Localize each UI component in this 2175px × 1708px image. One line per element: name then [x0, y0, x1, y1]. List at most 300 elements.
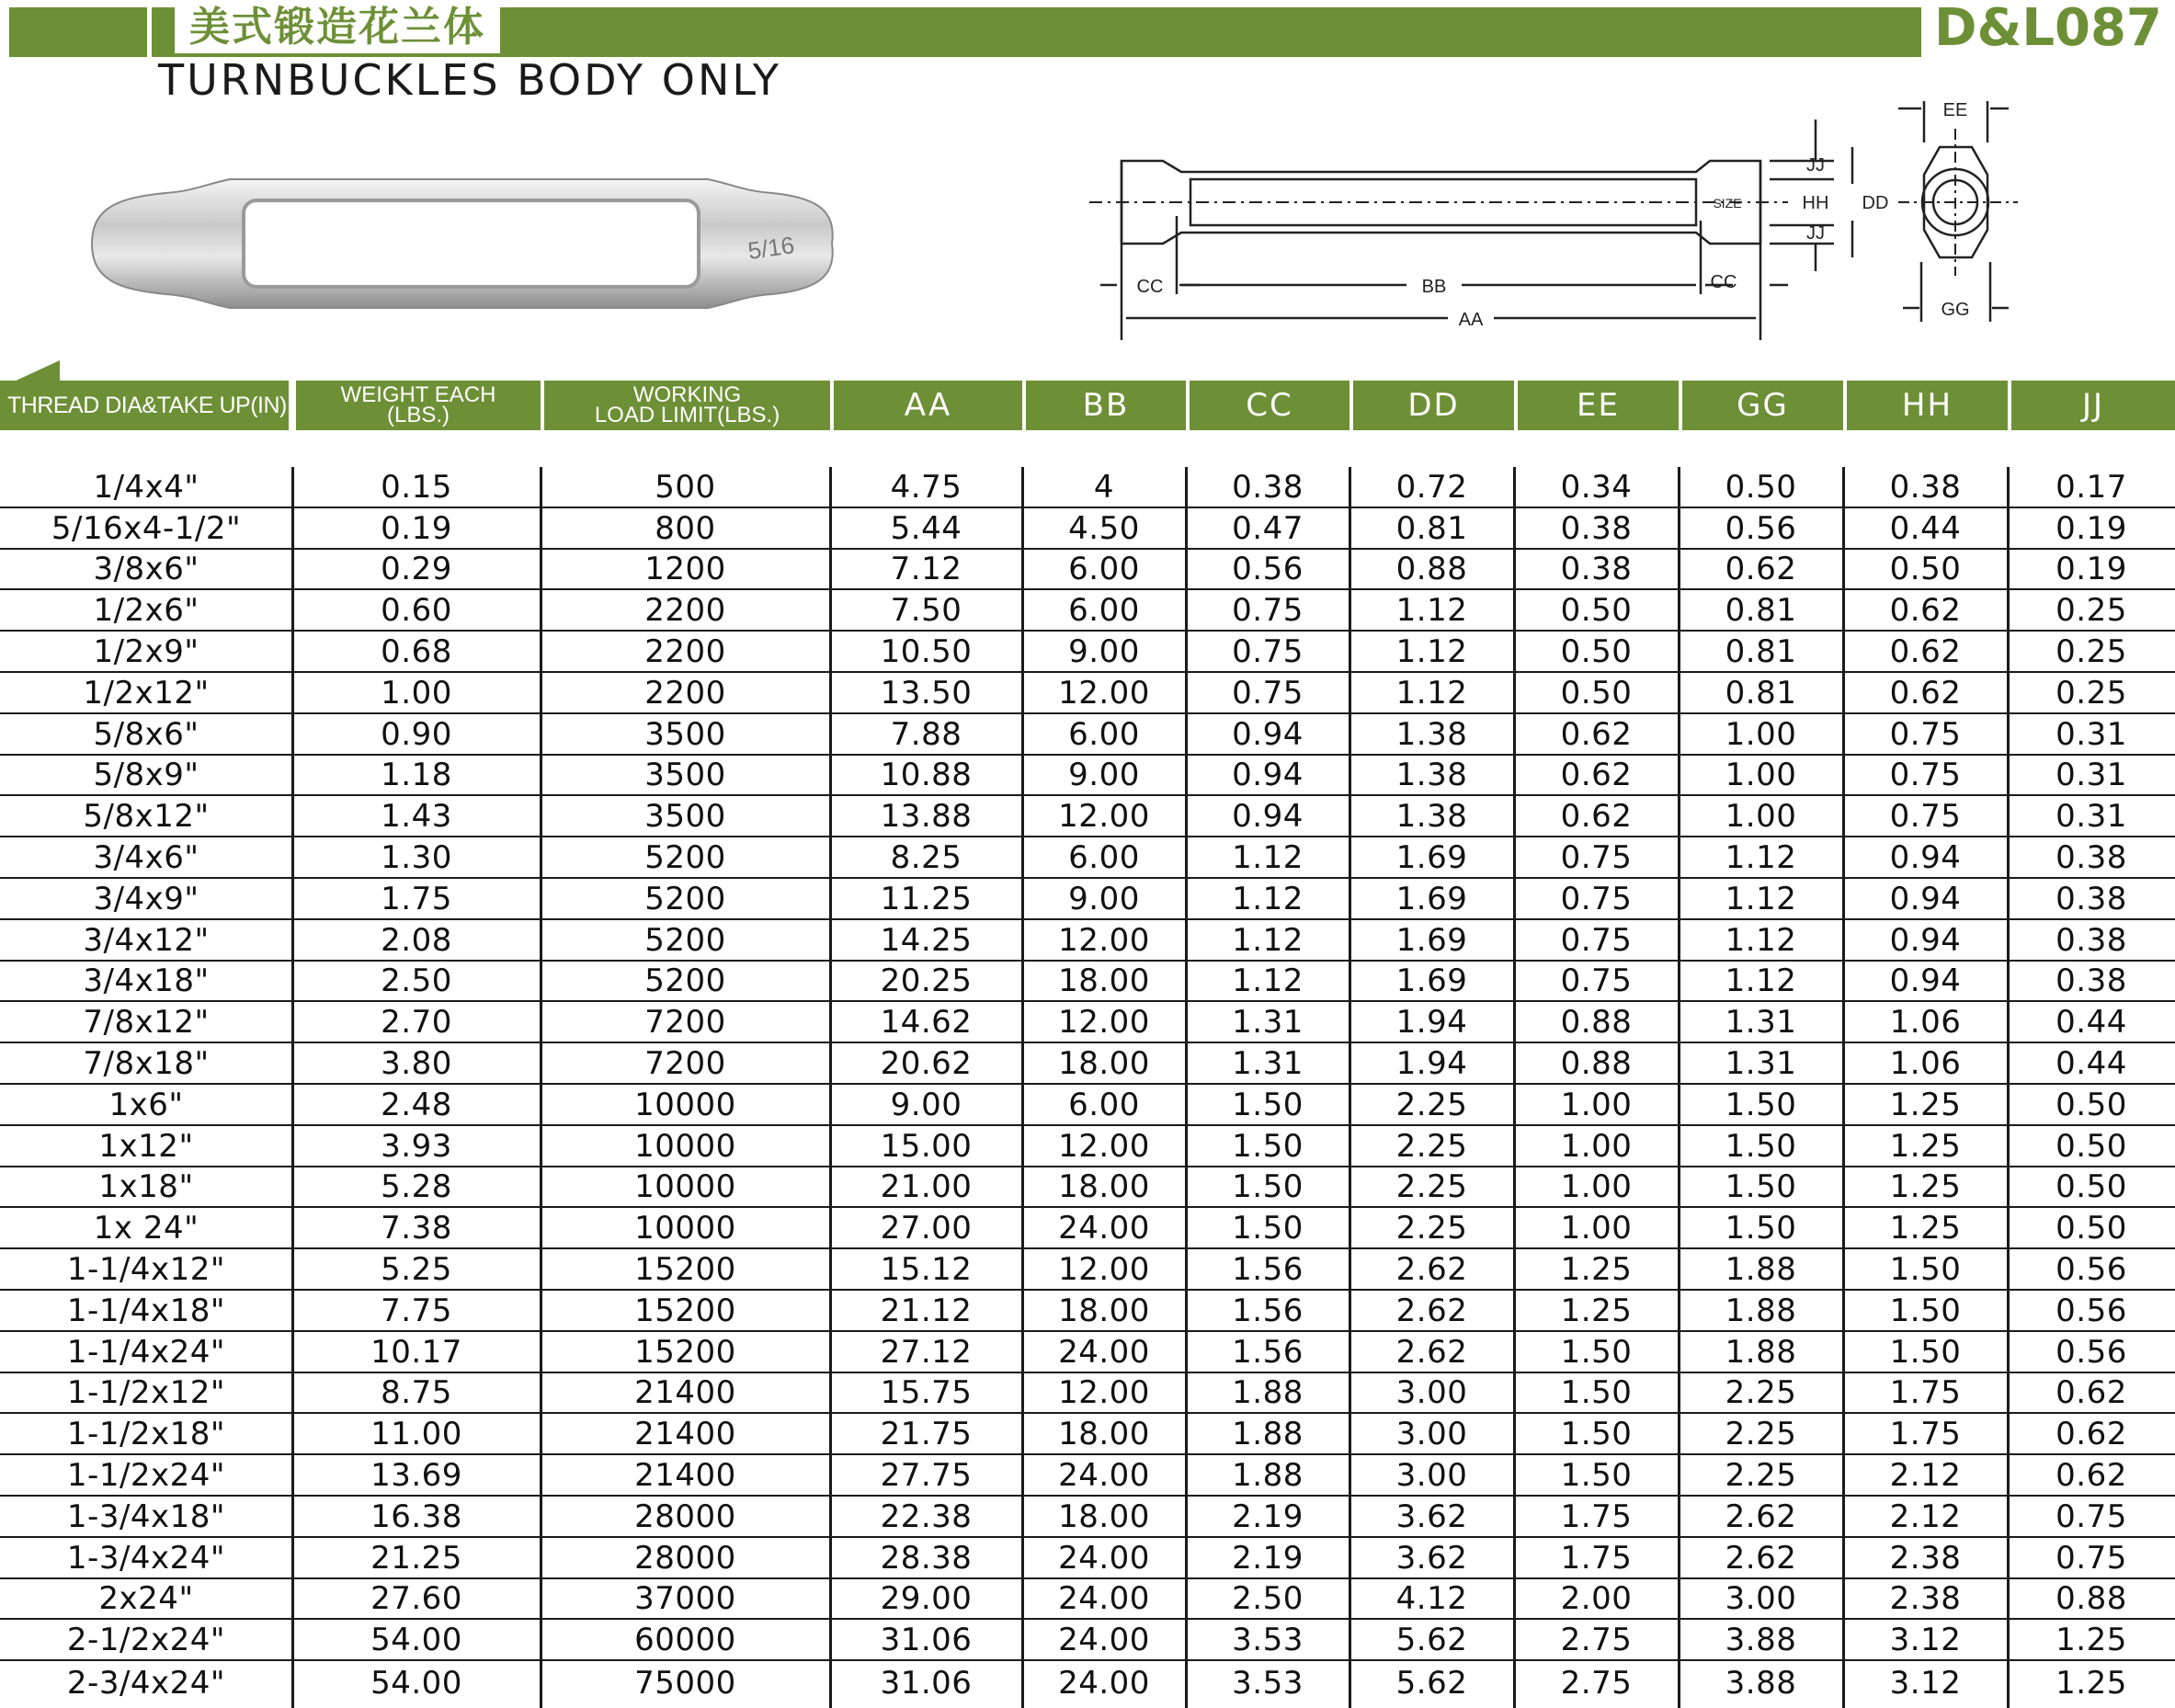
table-cell: 8.25 — [890, 838, 962, 876]
table-cell: 0.94 — [1889, 921, 1962, 959]
table-cell: 0.62 — [2055, 1416, 2127, 1453]
table-cell: 10000 — [634, 1086, 736, 1123]
table-cell: 0.88 — [1395, 551, 1468, 588]
dim-label-aa: AA — [1458, 310, 1484, 330]
table-cell: 0.15 — [381, 468, 452, 506]
table-cell: 1.12 — [1725, 962, 1797, 1000]
table-cell: 1.25 — [1889, 1168, 1962, 1206]
table-row — [0, 714, 2175, 756]
table-cell: 1.56 — [1232, 1333, 1304, 1371]
table-cell: 0.75 — [1889, 715, 1962, 753]
table-cell: 1.50 — [1232, 1127, 1304, 1165]
table-cell: 1.50 — [1889, 1333, 1962, 1371]
table-cell: 13.69 — [370, 1456, 462, 1494]
table-cell: 2-3/4x24" — [66, 1664, 226, 1702]
table-cell: 21400 — [634, 1374, 736, 1412]
table-cell: 4 — [1093, 468, 1115, 506]
table-cell: 1.94 — [1395, 1044, 1468, 1082]
table-cell: 1.69 — [1395, 880, 1468, 917]
table-cell: 60000 — [634, 1622, 736, 1659]
column-header — [1518, 381, 1679, 430]
photo-size-stamp: 5/16 — [746, 231, 796, 265]
table-cell: 20.25 — [880, 962, 973, 1000]
table-cell: 11.25 — [880, 880, 973, 917]
table-row — [0, 1208, 2175, 1249]
dim-label-dd: DD — [1862, 193, 1889, 213]
table-cell: 2.19 — [1232, 1539, 1304, 1577]
table-cell: 0.68 — [381, 632, 452, 670]
column-header-line2: LOAD LIMIT(LBS.) — [594, 403, 780, 427]
table-cell: 1.00 — [1725, 715, 1797, 753]
table-cell: 2.12 — [1889, 1497, 1962, 1535]
table-cell: 0.81 — [1725, 592, 1797, 630]
table-cell: 24.00 — [1058, 1539, 1150, 1577]
table-cell: 0.50 — [1560, 632, 1633, 670]
dim-label-gg: GG — [1941, 300, 1970, 320]
table-cell: 5.62 — [1395, 1622, 1468, 1659]
table-cell: 3.62 — [1395, 1539, 1468, 1577]
table-cell: 0.19 — [2055, 551, 2127, 588]
table-cell: 20.62 — [880, 1044, 973, 1082]
table-cell: 15200 — [634, 1250, 736, 1288]
table-cell: 1.50 — [1232, 1168, 1304, 1206]
dim-label-size: SIZE — [1713, 196, 1742, 211]
table-cell: 10000 — [634, 1127, 736, 1165]
table-row — [0, 1414, 2175, 1455]
table-cell: 1-1/4x24" — [66, 1333, 226, 1371]
table-cell: 29.00 — [880, 1580, 973, 1618]
table-cell: 3.12 — [1889, 1622, 1962, 1659]
table-cell: 1.50 — [1560, 1333, 1633, 1371]
table-cell: 1.25 — [2055, 1664, 2127, 1702]
table-cell: 10000 — [634, 1168, 736, 1206]
table-cell: 0.38 — [2055, 880, 2127, 917]
table-cell: 2.75 — [1560, 1664, 1633, 1702]
table-cell: 12.00 — [1058, 1374, 1150, 1412]
table-cell: 5/8x9" — [93, 757, 199, 794]
table-cell: 5200 — [644, 880, 726, 917]
table-cell: 10.17 — [370, 1333, 462, 1371]
turnbuckle-photo — [83, 156, 846, 331]
table-cell: 0.62 — [2055, 1374, 2127, 1412]
table-cell: 1.00 — [1725, 757, 1797, 794]
table-cell: 0.62 — [1889, 592, 1962, 630]
table-cell: 6.00 — [1068, 551, 1140, 588]
table-cell: 5.44 — [890, 509, 962, 547]
table-cell: 9.00 — [1068, 880, 1140, 917]
table-cell: 1.12 — [1395, 674, 1468, 712]
table-cell: 1.12 — [1232, 880, 1304, 917]
table-cell: 1.06 — [1889, 1044, 1962, 1082]
table-cell: 0.17 — [2055, 468, 2127, 506]
table-cell: 0.38 — [2055, 962, 2127, 1000]
dim-label-ee: EE — [1942, 100, 1968, 120]
table-cell: 3.00 — [1395, 1374, 1468, 1412]
table-cell: 12.00 — [1058, 1250, 1150, 1288]
table-cell: 1.88 — [1725, 1333, 1797, 1371]
table-cell: 1-1/2x18" — [66, 1416, 226, 1453]
table-cell: 3500 — [644, 798, 726, 836]
table-cell: 1.00 — [1560, 1210, 1633, 1247]
column-header — [296, 381, 541, 430]
table-cell: 12.00 — [1058, 798, 1150, 836]
table-cell: 2.75 — [1560, 1622, 1633, 1659]
dim-label-bb: BB — [1421, 277, 1447, 297]
table-cell: 18.00 — [1058, 1292, 1150, 1329]
table-cell: 13.88 — [880, 798, 973, 836]
table-row — [0, 1126, 2175, 1167]
table-cell: 2.25 — [1395, 1086, 1468, 1123]
table-cell: 4.12 — [1395, 1580, 1468, 1618]
table-row — [0, 879, 2175, 920]
table-cell: 0.34 — [1560, 468, 1633, 506]
table-cell: 1/4x4" — [93, 468, 199, 506]
table-cell: 2.25 — [1725, 1456, 1797, 1494]
table-cell: 0.60 — [381, 592, 452, 630]
table-cell: 800 — [655, 509, 716, 547]
column-header-line1: DD — [1407, 387, 1460, 424]
table-cell: 4.50 — [1068, 509, 1140, 547]
table-cell: 0.62 — [1725, 551, 1797, 588]
table-cell: 1.12 — [1395, 632, 1468, 670]
column-header-line1: JJ — [2081, 387, 2105, 424]
table-cell: 2.25 — [1725, 1374, 1797, 1412]
table-cell: 1.25 — [1889, 1210, 1962, 1247]
table-cell: 10000 — [634, 1210, 736, 1247]
table-cell: 27.12 — [880, 1333, 973, 1371]
table-cell: 1.88 — [1232, 1374, 1304, 1412]
column-header — [1026, 381, 1186, 430]
table-cell: 1-3/4x18" — [66, 1497, 226, 1535]
table-cell: 0.31 — [2055, 715, 2127, 753]
table-cell: 0.75 — [1560, 921, 1633, 959]
table-cell: 1.50 — [1725, 1210, 1797, 1247]
table-cell: 1.50 — [1889, 1292, 1962, 1329]
title-english: TURNBUCKLES BODY ONLY — [158, 55, 781, 105]
table-cell: 1.31 — [1232, 1044, 1304, 1082]
table-cell: 0.50 — [1560, 592, 1633, 630]
table-cell: 1.25 — [1560, 1292, 1633, 1329]
table-row — [0, 467, 2175, 508]
table-cell: 1.25 — [1560, 1250, 1633, 1288]
table-cell: 2.62 — [1725, 1497, 1797, 1535]
table-row — [0, 508, 2175, 550]
table-cell: 1x18" — [98, 1168, 194, 1206]
table-cell: 2200 — [644, 674, 726, 712]
table-cell: 0.94 — [1889, 838, 1962, 876]
table-cell: 7200 — [644, 1004, 726, 1042]
table-cell: 0.62 — [1889, 674, 1962, 712]
table-cell: 10.88 — [880, 757, 973, 794]
table-cell: 0.38 — [1232, 468, 1304, 506]
table-cell: 0.75 — [2055, 1497, 2127, 1535]
table-row — [0, 1002, 2175, 1043]
table-cell: 21.12 — [880, 1292, 973, 1329]
table-cell: 21.00 — [880, 1168, 973, 1206]
table-cell: 2.12 — [1889, 1456, 1962, 1494]
column-header-line1: AA — [904, 387, 952, 424]
table-row — [0, 550, 2175, 591]
table-row — [0, 1249, 2175, 1291]
table-cell: 5.62 — [1395, 1664, 1468, 1702]
table-cell: 1.50 — [1889, 1250, 1962, 1288]
table-cell: 1.25 — [1889, 1127, 1962, 1165]
table-cell: 1.12 — [1395, 592, 1468, 630]
table-cell: 1.31 — [1725, 1004, 1797, 1042]
table-cell: 1-1/2x12" — [66, 1374, 226, 1412]
column-header-line1: WORKING — [632, 382, 742, 407]
table-row — [0, 796, 2175, 837]
table-cell: 2.00 — [1560, 1580, 1633, 1618]
table-cell: 1.88 — [1725, 1292, 1797, 1329]
product-code: D&L087 — [1921, 0, 2175, 57]
table-cell: 13.50 — [880, 674, 973, 712]
table-cell: 5200 — [644, 838, 726, 876]
table-row — [0, 632, 2175, 673]
table-cell: 1200 — [644, 551, 726, 588]
table-cell: 24.00 — [1058, 1622, 1150, 1659]
table-cell: 0.81 — [1725, 632, 1797, 670]
column-header-line1: WEIGHT EACH — [340, 382, 496, 407]
table-cell: 24.00 — [1058, 1333, 1150, 1371]
table-cell: 2.38 — [1889, 1580, 1962, 1618]
table-cell: 0.56 — [2055, 1292, 2127, 1329]
table-cell: 0.56 — [2055, 1250, 2127, 1288]
table-row — [0, 1167, 2175, 1209]
table-cell: 27.60 — [370, 1580, 462, 1618]
table-cell: 0.50 — [2055, 1168, 2127, 1206]
table-cell: 0.44 — [2055, 1044, 2127, 1082]
table-cell: 5200 — [644, 921, 726, 959]
table-cell: 0.75 — [1560, 838, 1633, 876]
table-cell: 0.50 — [2055, 1127, 2127, 1165]
table-cell: 7.38 — [381, 1210, 452, 1247]
table-cell: 0.75 — [1232, 592, 1304, 630]
table-cell: 2.70 — [381, 1004, 452, 1042]
table-cell: 6.00 — [1068, 592, 1140, 630]
table-cell: 6.00 — [1068, 838, 1140, 876]
table-cell: 21.25 — [370, 1539, 462, 1577]
table-cell: 1.00 — [1725, 798, 1797, 836]
table-cell: 12.00 — [1058, 1004, 1150, 1042]
table-cell: 1x12" — [98, 1127, 194, 1165]
table-cell: 2.62 — [1395, 1292, 1468, 1329]
table-cell: 21400 — [634, 1456, 736, 1494]
table-cell: 27.75 — [880, 1456, 973, 1494]
table-cell: 0.44 — [2055, 1004, 2127, 1042]
table-cell: 0.38 — [2055, 921, 2127, 959]
table-cell: 1.88 — [1232, 1456, 1304, 1494]
table-cell: 3.62 — [1395, 1497, 1468, 1535]
table-row — [0, 920, 2175, 962]
table-row — [0, 1373, 2175, 1415]
table-cell: 5.28 — [381, 1168, 452, 1206]
title-chinese: 美式锻造花兰体 — [175, 2, 500, 53]
dim-label-cc-right: CC — [1710, 272, 1737, 292]
table-cell: 5/8x6" — [93, 715, 199, 753]
table-cell: 0.38 — [1560, 509, 1633, 547]
table-cell: 3.93 — [381, 1127, 452, 1165]
table-cell: 1.75 — [1560, 1539, 1633, 1577]
table-cell: 6.00 — [1068, 715, 1140, 753]
table-cell: 0.88 — [2055, 1580, 2127, 1618]
table-cell: 24.00 — [1058, 1210, 1150, 1247]
table-cell: 18.00 — [1058, 962, 1150, 1000]
table-cell: 2200 — [644, 592, 726, 630]
table-cell: 0.94 — [1889, 880, 1962, 917]
table-cell: 12.00 — [1058, 674, 1150, 712]
table-cell: 1-3/4x24" — [66, 1539, 226, 1577]
table-row — [0, 673, 2175, 714]
table-cell: 27.00 — [880, 1210, 973, 1247]
table-cell: 1.25 — [2055, 1622, 2127, 1659]
table-cell: 11.00 — [370, 1416, 462, 1453]
table-cell: 2.62 — [1395, 1333, 1468, 1371]
table-cell: 2-1/2x24" — [66, 1622, 226, 1659]
table-row — [0, 837, 2175, 879]
table-cell: 1x6" — [108, 1086, 184, 1123]
table-cell: 1.12 — [1232, 921, 1304, 959]
column-header-line1: BB — [1082, 387, 1130, 424]
table-cell: 15200 — [634, 1333, 736, 1371]
table-cell: 0.62 — [1560, 715, 1633, 753]
table-cell: 0.56 — [1232, 551, 1304, 588]
table-row — [0, 1497, 2175, 1538]
table-row — [0, 962, 2175, 1003]
table-row — [0, 590, 2175, 632]
table-cell: 18.00 — [1058, 1497, 1150, 1535]
table-cell: 16.38 — [370, 1497, 462, 1535]
table-cell: 0.75 — [1232, 632, 1304, 670]
table-cell: 0.75 — [1889, 757, 1962, 794]
table-cell: 7.88 — [890, 715, 962, 753]
table-cell: 0.75 — [1232, 674, 1304, 712]
table-cell: 1.56 — [1232, 1250, 1304, 1288]
table-cell: 0.50 — [1725, 468, 1797, 506]
table-cell: 1.56 — [1232, 1292, 1304, 1329]
column-header — [2011, 381, 2175, 430]
table-cell: 3.00 — [1725, 1580, 1797, 1618]
table-cell: 1.38 — [1395, 715, 1468, 753]
table-cell: 54.00 — [370, 1664, 462, 1702]
table-cell: 15.75 — [880, 1374, 973, 1412]
table-cell: 1.50 — [1725, 1168, 1797, 1206]
table-cell: 1.69 — [1395, 962, 1468, 1000]
table-row — [0, 1579, 2175, 1621]
table-cell: 0.62 — [1560, 798, 1633, 836]
table-cell: 3.88 — [1725, 1664, 1797, 1702]
table-cell: 0.75 — [1560, 880, 1633, 917]
table-cell: 1/2x9" — [93, 632, 199, 670]
table-cell: 0.94 — [1232, 757, 1304, 794]
table-cell: 2.62 — [1725, 1539, 1797, 1577]
table-row — [0, 1661, 2175, 1702]
table-cell: 2.62 — [1395, 1250, 1468, 1288]
table-cell: 15200 — [634, 1292, 736, 1329]
table-cell: 0.94 — [1889, 962, 1962, 1000]
table-cell: 2.19 — [1232, 1497, 1304, 1535]
table-cell: 12.00 — [1058, 921, 1150, 959]
table-cell: 2.38 — [1889, 1539, 1962, 1577]
table-cell: 28000 — [634, 1497, 736, 1535]
title-bar-left — [9, 7, 147, 57]
table-cell: 1.31 — [1725, 1044, 1797, 1082]
table-cell: 0.81 — [1395, 509, 1468, 547]
column-header — [834, 381, 1022, 430]
table-cell: 24.00 — [1058, 1580, 1150, 1618]
table-cell: 3/4x6" — [93, 838, 199, 876]
table-cell: 3.00 — [1395, 1416, 1468, 1453]
table-cell: 15.00 — [880, 1127, 973, 1165]
table-cell: 75000 — [634, 1664, 736, 1702]
table-cell: 5/16x4-1/2" — [51, 509, 242, 547]
table-cell: 12.00 — [1058, 1127, 1150, 1165]
table-cell: 1.12 — [1725, 880, 1797, 917]
table-cell: 28.38 — [880, 1539, 973, 1577]
table-cell: 8.75 — [381, 1374, 452, 1412]
table-cell: 0.72 — [1395, 468, 1468, 506]
table-cell: 2.25 — [1395, 1168, 1468, 1206]
table-cell: 31.06 — [880, 1622, 973, 1659]
table-cell: 18.00 — [1058, 1416, 1150, 1453]
table-cell: 3.88 — [1725, 1622, 1797, 1659]
table-cell: 0.50 — [1560, 674, 1633, 712]
table-cell: 500 — [655, 468, 716, 506]
table-cell: 0.44 — [1889, 509, 1962, 547]
table-cell: 1.43 — [381, 798, 452, 836]
table-cell: 2.08 — [381, 921, 452, 959]
table-cell: 2200 — [644, 632, 726, 670]
table-cell: 1/2x12" — [83, 674, 210, 712]
table-cell: 3.53 — [1232, 1622, 1304, 1659]
table-cell: 18.00 — [1058, 1044, 1150, 1082]
table-cell: 0.50 — [1889, 551, 1962, 588]
table-cell: 1.50 — [1232, 1210, 1304, 1247]
table-cell: 9.00 — [1068, 632, 1140, 670]
table-cell: 3.80 — [381, 1044, 452, 1082]
table-cell: 1.50 — [1560, 1374, 1633, 1412]
table-cell: 15.12 — [880, 1250, 973, 1288]
column-header-line1: EE — [1577, 387, 1620, 424]
table-cell: 1x 24" — [93, 1210, 199, 1247]
table-row — [0, 1538, 2175, 1579]
table-cell: 0.31 — [2055, 798, 2127, 836]
table-cell: 0.19 — [2055, 509, 2127, 547]
table-cell: 21.75 — [880, 1416, 973, 1453]
table-cell: 1.31 — [1232, 1004, 1304, 1042]
table-cell: 7.12 — [890, 551, 962, 588]
column-header — [1847, 381, 2008, 430]
column-header-line1: GG — [1737, 387, 1789, 424]
table-cell: 37000 — [634, 1580, 736, 1618]
table-cell: 1.50 — [1560, 1416, 1633, 1453]
column-header — [1353, 381, 1514, 430]
table-cell: 3500 — [644, 715, 726, 753]
table-cell: 7.75 — [381, 1292, 452, 1329]
table-cell: 1.88 — [1232, 1416, 1304, 1453]
table-cell: 5.25 — [381, 1250, 452, 1288]
table-cell: 1.06 — [1889, 1004, 1962, 1042]
table-cell: 1.50 — [1560, 1456, 1633, 1494]
table-cell: 5/8x12" — [83, 798, 210, 836]
dim-label-cc-left: CC — [1136, 277, 1164, 297]
column-header — [1682, 381, 1843, 430]
dim-label-jj-top: JJ — [1806, 155, 1825, 176]
table-cell: 3/8x6" — [93, 551, 199, 588]
column-header-line1: THREAD DIA&TAKE UP(IN) — [7, 392, 287, 418]
table-cell: 0.62 — [2055, 1456, 2127, 1494]
dim-label-jj-bottom: JJ — [1806, 223, 1825, 244]
